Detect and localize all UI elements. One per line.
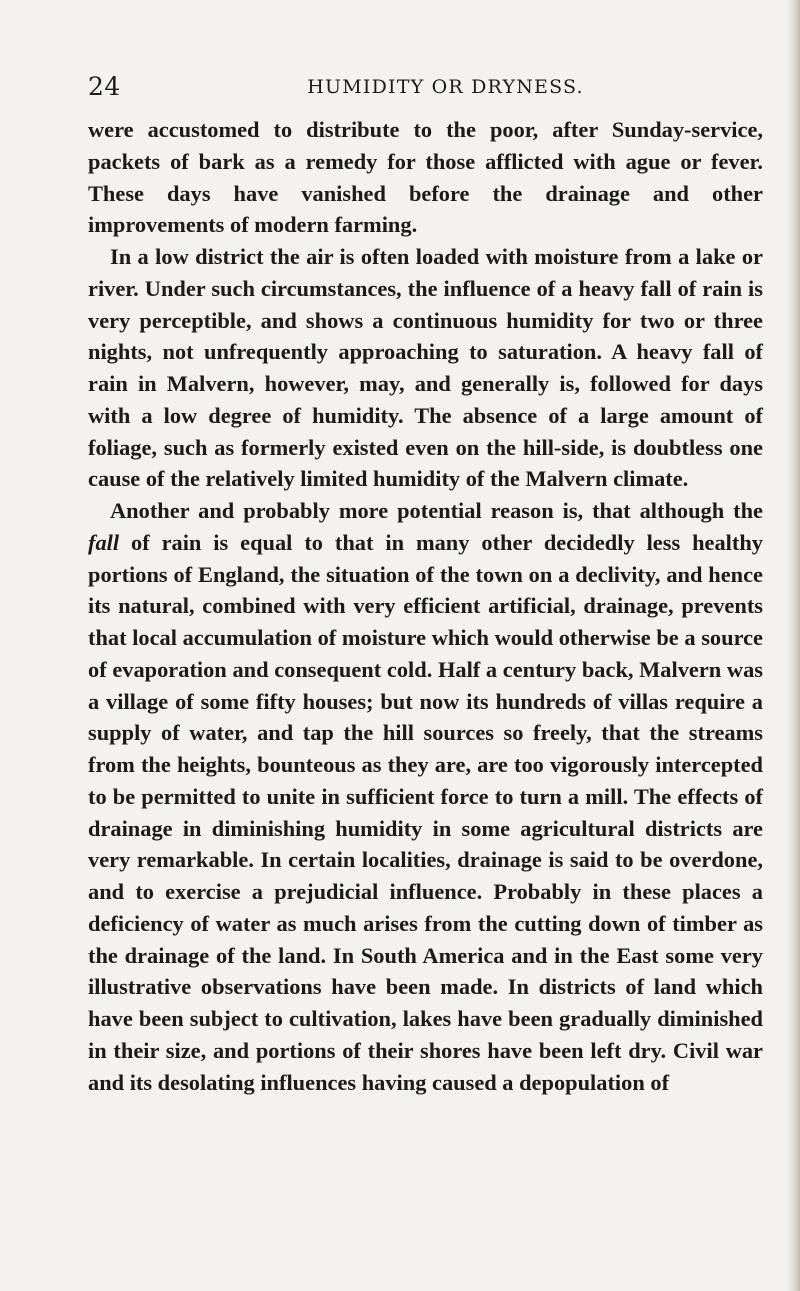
paragraph-drainage: [88, 495, 763, 1098]
paragraph-continued: were accustomed to distribute to the poor, after Sunday-service, packets of bark as a remedy for those afflicted with ague or fever. These days have vanished before the drainage and other improvements of modern farming.: [88, 117, 763, 238]
page-header: [88, 72, 763, 108]
body-text: [88, 114, 763, 1098]
page-number: 24: [88, 72, 121, 101]
page-edge-shadow: [786, 0, 800, 1291]
paragraph-low-district: In a low district the air is often loaded with moisture from a lake or river. Under such circumstances, the influence of a heavy fall of rain is very perceptible, and shows a continuous humidity for two or three nights, not unfrequently approaching to saturation. A heavy fall of rain in Malvern, however, may, and generally is, followed for days with a low degree of humidity. The absence of a large amount of foliage, such as formerly existed even on the hill-side, is doubtless one cause of the relatively limited humidity of the Malvern climate.: [88, 244, 763, 492]
italic-fall: fall: [88, 529, 120, 555]
running-head: HUMIDITY OR DRYNESS.: [307, 76, 584, 98]
paragraph-drainage-rest: of rain is equal to that in many other decidedly less healthy portions of England, the situation of the town on a declivity, and hence its natural, combined with very efficient artificial, drainage, prevents that local accumulation of moisture which would otherwise be a source of evaporation and consequent cold. Half a century back, Malvern was a village of some fifty houses; but now its hundreds of villas require a supply of water, and tap the hill sources so freely, that the streams from the heights, bounteous as they are, are too vigorously intercepted to be permitted to unite in sufficient force to turn a mill. The effects of drainage in diminishing humidity in some agricultural districts are very remarkable. In certain localities, drainage is said to be overdone, and to exercise a prejudicial influence. Probably in these places a deficiency of water as much arises from the cutting down of timber as the drainage of the land. In South America and in the East some very illustrative observations have been made. In districts of land which have been subject to cultivation, lakes have been gradually diminished in their size, and portions of their shores have been left dry. Civil war and its desolating influences having caused a depopulation of: [88, 529, 763, 1095]
paragraph-drainage-start: Another and probably more potential reason is, that although the: [110, 498, 763, 523]
